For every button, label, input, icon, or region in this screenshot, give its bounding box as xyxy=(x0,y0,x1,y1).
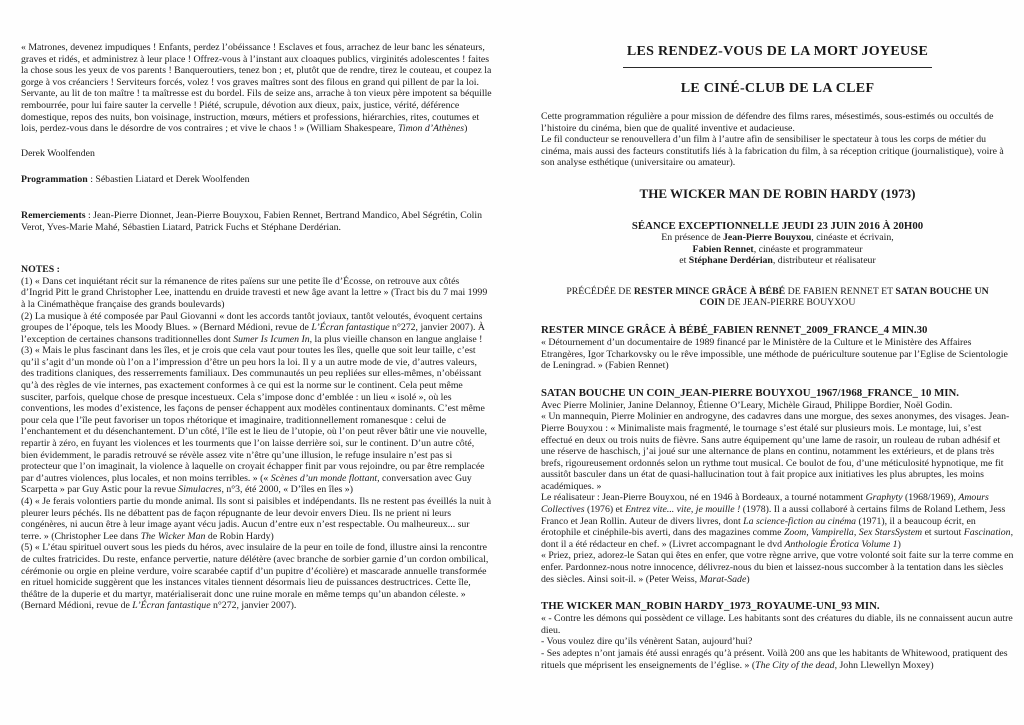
film-section-paragraph: « - Contre les démons qui possèdent ce village. Les habitants sont des créatures du diable, ils ne connaissent aucun autre dieu. xyxy=(541,613,1013,636)
screening-datetime: SÉANCE EXCEPTIONNELLE JEUDI 23 JUIN 2016 À 20H00 xyxy=(631,219,924,232)
left-column xyxy=(21,42,492,612)
guests-line-1: En présence de Jean-Pierre Bouyxou, cinéaste et écrivain, xyxy=(661,231,894,243)
film-section-paragraph: Le réalisateur : Jean-Pierre Bouyxou, né en 1946 à Bordeaux, a tourné notamment Graphyty (1968/1969), Amours Collectives (1976) et Entrez vite... vite, je mouille ! (1978). Il a aussi collaboré à certains films de Roland Lethem, Jess Franco et Jean Rollin. Auteur de divers livres, dont La science-fiction au cinéma (1971), il a beaucoup écrit, en érotophile et cinéphile-bis averti, dans des magazines comme Zoom, Vampirella, Sex StarsSystem et surtout Fascination, dont il a été rédacteur en chef. » (Livret accompagnant le dvd Anthologie Érotica Volume 1) xyxy=(541,492,1014,550)
intro-paragraph-1: Cette programmation régulière a pour mission de défendre des films rares, mésestimés, sous-estimés ou occultés de l’histoire du cinéma, bien que de qualité inventive et audacieuse. xyxy=(541,111,994,134)
film-section-paragraph: - Vous voulez dire qu’ils vénèrent Satan, aujourd’hui? xyxy=(541,636,753,648)
note-item-4: (4) « Je ferais volontiers partie du monde animal. Ils sont si paisibles et indépendants. Ils ne restent pas éveillés la nuit à pleurer leurs péchés. Ils ne débattent pas de façon répugnante de leur devoir envers Dieu. Ils ne prient ni leurs congénères, ni aucun être à leur image ayant vécu jadis. Aucun d’entre eux n’est respectable. Ou malheureux... sur terre. » (Christopher Lee dans The Wicker Man de Robin Hardy) xyxy=(21,496,492,542)
guests-line-2: Fabien Rennet, cinéaste et programmateur xyxy=(692,243,863,255)
film-section-heading: THE WICKER MAN_ROBIN HARDY_1973_ROYAUME-UNI_93 MIN. xyxy=(541,600,880,613)
film-section-paragraph: - Ses adeptes n’ont jamais été aussi enragés qu’à présent. Voilà 200 ans que les habitants de Whitewood, pratiquent des rituels que méprisent les enseignements de l’église. » (The City of the dead, John Llewellyn Moxey) xyxy=(541,648,1008,671)
intro-paragraph-2: Le fil conducteur se renouvellera d’un film à l’autre afin de sensibiliser le spectateur à tous les corps de métier du cinéma, mais aussi des facteurs constitutifs liés à la fabrication du film, à sa réception critique (journalistique), voire à son analyse esthétique (universitaire ou amateur). xyxy=(541,134,1004,169)
film-section-paragraph: « Un mannequin, Pierre Molinier en androgyne, des cadavres dans une morgue, des sexes anonymes, des visages. Jean-Pierre Bouyxou : « Minimaliste mais fragmenté, le tournage s’est étalé sur plusieurs mois. Le montage, lui, s’est effectué en deux ou trois nuits de fièvre. Sans autre équipement qu’une lame de rasoir, un rouleau de ruban adhésif et une réserve de haschisch, j’ai joué sur une alternance de plans en continu, notamment les extérieurs, et de plans très brefs, rigoureusement ordonnés selon un rythme tout musical. Ce boulot de fou, d’une méticulosité hypnotique, me fit aussitôt basculer dans un état de quasi-hallucination tout à fait propice aux initiatives les plus abruptes, les moins académiques. » xyxy=(541,411,1010,492)
guests-line-3: et Stéphane Derdérian, distributeur et réalisateur xyxy=(679,255,876,267)
cineclub-title: LE CINÉ-CLUB DE LA CLEF xyxy=(680,81,875,96)
shakespeare-quote: « Matrones, devenez impudiques ! Enfants, perdez l’obéissance ! Esclaves et fous, arrachez de leur banc les sénateurs, graves et ridés, et administrez à leur place ! Offrez-vous à l’instant aux cloaques publics, virginités adolescentes ! faites la chose sous les yeux de vos parents ! Banqueroutiers, tenez bon ; et, plutôt que de rendre, tirez le couteau, et coupez la gorge à vos créanciers ! Serviteurs forcés, volez ! vos graves maîtres sont des filous en grand qui pillent de par la loi. Servante, au lit de ton maître ! ta maîtresse est du bordel. Fils de seize ans, arrache à ton vieux père impotent sa béquille rembourrée, pour lui faire sauter la cervelle ! Piété, scrupule, dévotion aux dieux, paix, justice, vérité, déférence domestique, repos des nuits, bon voisinage, instruction, mœurs, métiers et professions, hiérarchies, rites, coutumes et lois, perdez-vous dans le désordre de vos contraires ; et vive le chaos ! » (William Shakespeare, Timon d’Athènes) xyxy=(21,42,492,135)
right-column xyxy=(541,44,1014,671)
programmation-line: Programmation : Sébastien Liatard et Derek Woolfenden xyxy=(21,174,250,186)
film-section-rester-mince xyxy=(541,324,1014,372)
film-section-paragraph: « Détournement d’un documentaire de 1989 financé par le Ministère de la Culture et le Ministère des Affaires Etrangères, Igor Tcharkovsky ou le rêve impossible, une méthode de puériculture soutenue par l’Eglise de Scientologie de Leningrad. » (Fabien Rennet) xyxy=(541,336,1008,372)
note-item-3: (3) « Mais le plus fascinant dans les îles, et je crois que cela vaut pour toutes les îles, quelle que soit leur taille, c’est qu’il s’agit d’un monde où l’on a l’impression d’être un peu hors la loi. Il y a un autre mode de vie, d’autres valeurs, des traditions claniques, des resserrements familiaux. Des communautés un peu repliées sur elles-mêmes, n’obéissant qu’à des règles de vie internes, pas exactement conformes à ce qui est la norme sur le continent. Cela peut même susciter, parfois, quelque chose de presque incestueux. Cela s’impose donc d’emblée : un lieu « isolé », où les conventions, les modes d’existence, les façons de penser échappent aux modèles continentaux dominants. C’est même pour cela que l’île peut favoriser un topos rhétorique et imaginaire, traditionnellement romanesque : celui de l’enchantement et du désenchantement. D’un côté, l’île est le lieu de l’utopie, où l’on peut rêver bâtir une vie nouvelle, repartir à zéro, en fuyant les violences et les tourments que l’on laisse derrière soi, sur le continent. D’un autre côté, bien évidemment, le paradis retrouvé se révèle assez vite n’être qu’une illusion, le refuge insulaire n’est pas si protecteur que l’on imaginait, la violence à laquelle on croyait échapper finit par vous rejoindre, ou par être remplacée par d’autres violences, plus locales, et non moins terribles. » (« Scènes d’un monde flottant, conversation avec Guy Scarpetta » par Guy Astic pour la revue Simulacres, n°3, été 2000, « D’îles en îles ») xyxy=(21,345,487,496)
film-screening-title: THE WICKER MAN DE ROBIN HARDY (1973) xyxy=(639,185,916,201)
note-item-1: (1) « Dans cet inquiétant récit sur la rémanence de rites païens sur une petite île d’Écosse, on retrouve aux côtés d’Ingrid Pitt le grand Christopher Lee, inattendu en druide travesti et new âge avant la lettre » (Tract bis du 7 mai 1999 à la Cinémathèque française des grands boulevards) xyxy=(21,275,488,310)
author-name: Derek Woolfenden xyxy=(21,147,95,159)
film-section-satan-bouche-un-coin xyxy=(541,387,1014,586)
film-section-the-wicker-man xyxy=(541,600,1014,671)
program-title: LES RENDEZ-VOUS DE LA MORT JOYEUSE xyxy=(623,44,932,68)
remerciements-line: Remerciements : Jean-Pierre Dionnet, Jean-Pierre Bouyxou, Fabien Rennet, Bertrand Mandico, Abel Ségrétin, Colin Verot, Yves-Marie Mahé, Sébastien Liatard, Patrick Fuchs et Stéphane Derdérian. xyxy=(21,209,482,233)
film-section-heading: SATAN BOUCHE UN COIN_JEAN-PIERRE BOUYXOU_1967/1968_FRANCE_ 10 MIN. xyxy=(541,386,959,399)
note-item-5: (5) « L’étau spirituel ouvert sous les pieds du héros, avec insulaire de la peur en toile de fond, illustre ainsi la rencontre de cultes fratricides. Du reste, enfance pervertie, nature délétère (avec branche de sorbier garnie d’un cordon ombilical, cérémonie ou orgie en pleine verdure, voire scarabée captif d’un pupitre d’écolière) et mascarade annuelle transformée en rituel homicide suggèrent que les instances vitales tiennent désormais lieu de puissances destructrices. Cette île, théâtre de la duperie et du martyr, matérialiserait donc une ruine morale en même temps qu’un abandon céleste. » (Bernard Médioni, revue de L’Écran fantastique n°272, janvier 2007). xyxy=(21,542,489,612)
intro-block xyxy=(541,111,1014,169)
note-item-2: (2) La musique à été composée par Paul Giovanni « dont les accords tantôt joviaux, tantôt veloutés, évoquent certains groupes de l’époque, tels les Moody Blues. » (Bernard Médioni, revue de L’Écran fantastique n°272, janvier 2007). À l’exception de certaines chansons traditionnelles dont Sumer Is Icumen In, la plus vieille chanson en langue anglaise ! xyxy=(21,310,485,345)
preceded-by-line: PRÉCÉDÉE DE RESTER MINCE GRÂCE À BÉBÉ DE FABIEN RENNET ET SATAN BOUCHE UN COIN DE JEAN-PIERRE BOUYXOU xyxy=(566,285,989,309)
film-section-heading: RESTER MINCE GRÂCE À BÉBÉ_FABIEN RENNET_2009_FRANCE_4 MIN.30 xyxy=(541,323,928,336)
notes-heading: NOTES : xyxy=(21,264,60,276)
film-section-paragraph: « Priez, priez, adorez-le Satan qui êtes en enfer, que votre règne arrive, que votre volonté soit faite sur la terre comme en enfer. Pardonnez-nous notre innocence, délivrez-nous du bien et laissez-nous succomber à la tentation dans les siècles des siècles. Ainsi soit-il. » (Peter Weiss, Marat-Sade) xyxy=(541,550,1014,585)
film-section-paragraph: Avec Pierre Molinier, Janine Delannoy, Étienne O’Leary, Michèle Giraud, Philippe Bordier, Noël Godin. xyxy=(541,399,953,411)
